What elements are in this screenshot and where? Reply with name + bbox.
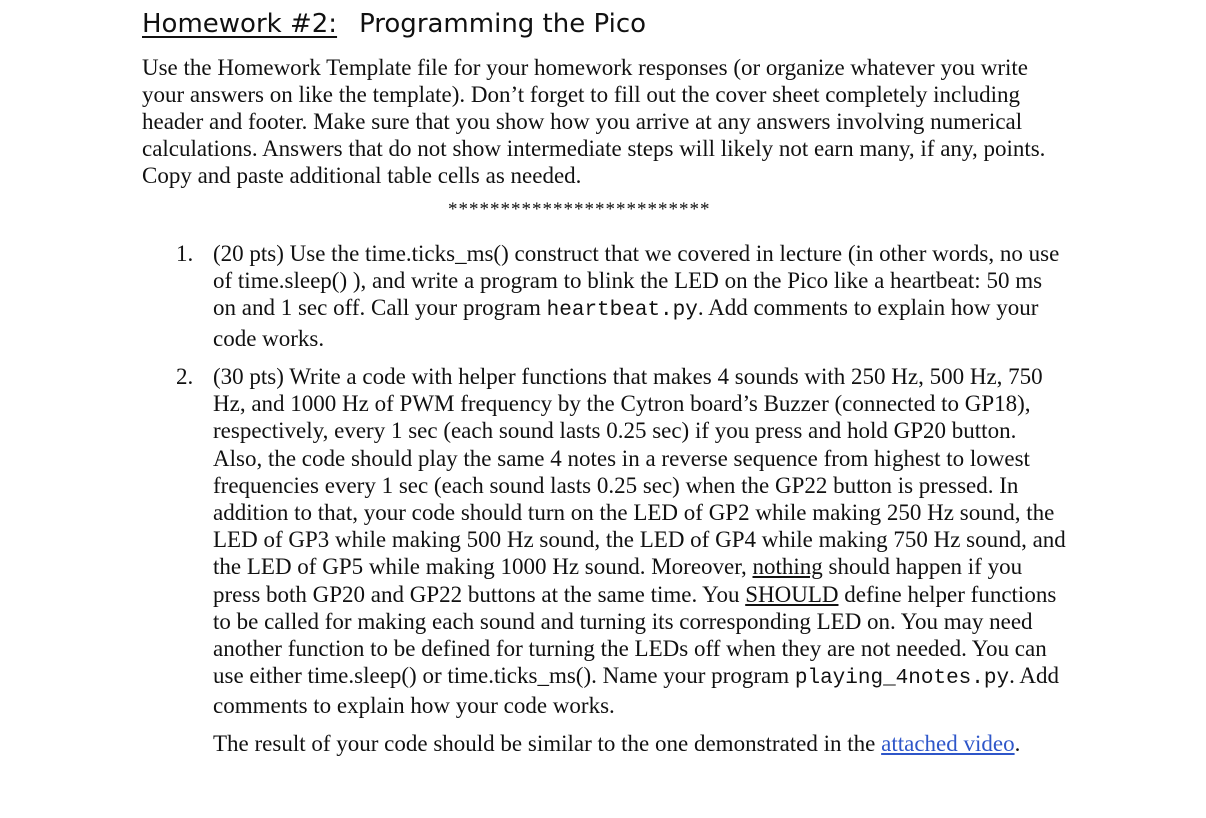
homework-heading [142,2,646,46]
homework-title: Programming the Pico [359,9,647,39]
intro-paragraph: Use the Homework Template file for your homework responses (or organize whatever you write your answers on like the template). Don’t forget to fill out the cover sheet completely including header and footer. Make sure that you show how you arrive at any answers involving numerical calculations. Answers that do not show intermediate steps will likely not earn many, if any, points. Copy and paste additional table cells as needed. [142,55,1046,188]
question-1-number: 1. [176,241,194,266]
question-2-emphasis-should: SHOULD [745,581,839,607]
question-2-filename: playing_4notes.py [794,667,1010,691]
attached-video-link[interactable]: attached video [881,731,1015,756]
question-2-emphasis-nothing: nothing [752,554,823,580]
question-2-text-part4: . Add comments to explain how your code works. [213,663,1059,719]
question-1-body [213,240,1068,352]
question-2-text-part1: (30 pts) Write a code with helper functions that makes 4 sounds with 250 Hz, 500 Hz, 750 Hz, and 1000 Hz of PWM frequency by the Cytron board’s Buzzer (connected to GP18), respectively, every 1 sec (each sound lasts 0.25 sec) if you press and hold GP20 button. Also, the code should play the same 4 notes in a reverse sequence from highest to lowest frequencies every 1 sec (each sound lasts 0.25 sec) when the GP22 button is pressed. In addition to that, your code should turn on the LED of GP2 while making 250 Hz sound, the LED of GP3 while making 500 Hz sound, the LED of GP4 while making 750 Hz sound, and the LED of GP5 while making 1000 Hz sound. Moreover, [213,364,1066,580]
result-note [213,730,1020,757]
question-1-text-end: . Add comments to explain how your code works. [213,295,1039,351]
result-text: The result of your code should be similar to the one demonstrated in the [213,731,882,756]
question-2-number: 2. [176,364,194,389]
result-text-end: . [1014,731,1021,756]
question-1-filename: heartbeat.py [546,299,698,323]
question-2-body [213,363,1068,720]
question-1-text: (20 pts) Use the time.ticks_ms() construct that we covered in lecture (in other words, no use of time.sleep() ), and write a program to blink the LED on the Pico like a heartbeat: 50 ms on and 1 sec off. Call your program [213,241,1060,321]
homework-label: Homework #2: [142,9,338,39]
question-2-text-part3: define helper functions to be called for making each sound and turning its corresponding LED on. You may need another function to be defined for turning the LEDs off when they are not needed. You can use either time.sleep() or time.ticks_ms(). Name your program [213,581,1057,689]
separator-asterisks: ************************* [448,199,711,220]
question-2-text-part2: should happen if you press both GP20 and GP22 buttons at the same time. You [213,554,1023,607]
